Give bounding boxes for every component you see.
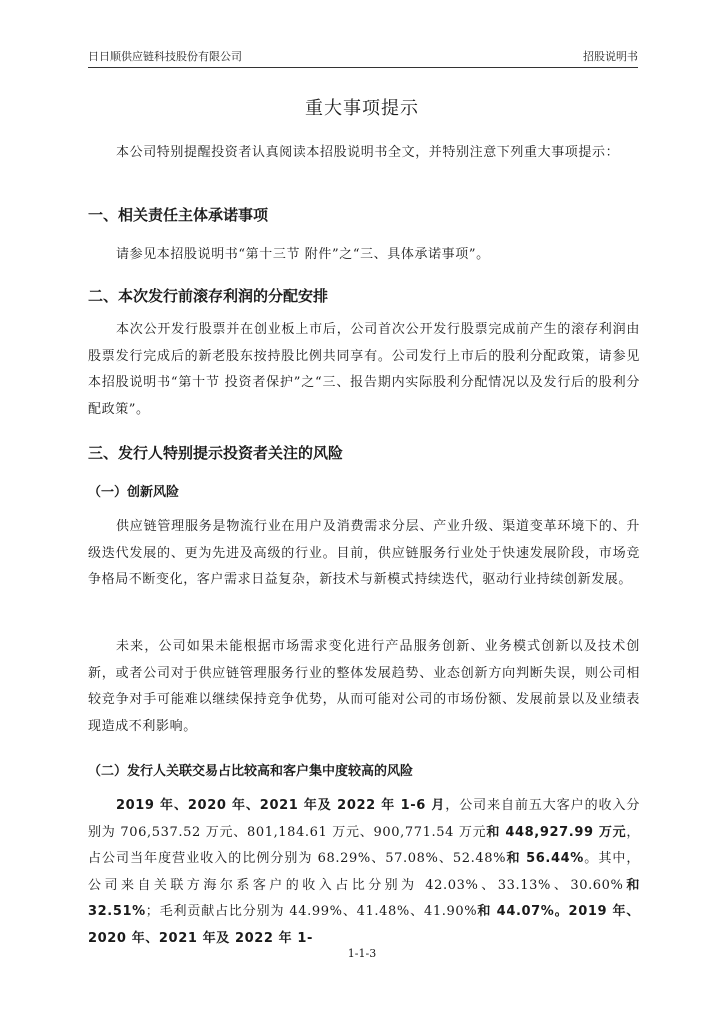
text-run-bold: 和 32.51% xyxy=(88,877,640,919)
section-2-text: 本次公开发行股票并在创业板上市后，公司首次公开发行股票完成前产生的滚存利润由股票发行完成后的新老股东按持股比例共同享有。公司发行上市后的股利分配政策，请参见本招股说明书“第十节 投资者保护”之“三、报告期内实际股利分配情况以及发行后的股利分配政策”。 xyxy=(88,322,640,417)
section-2-heading: 二、本次发行前滚存利润的分配安排 xyxy=(88,287,329,305)
header-company: 日日顺供应链科技股份有限公司 xyxy=(88,50,242,63)
section-1-heading: 一、相关责任主体承诺事项 xyxy=(88,206,269,224)
text-run: ，占公司当年度营业收入的比例分别为 68.29%、57.08%、52.48% xyxy=(88,824,640,866)
subsection-2-heading: （二）发行人关联交易占比较高和客户集中度较高的风险 xyxy=(88,764,414,779)
text-run-bold: 和 448,927.99 万元 xyxy=(486,824,627,840)
section-1-text: 请参见本招股说明书“第十三节 附件”之“三、具体承诺事项”。 xyxy=(116,247,490,262)
section-3-heading: 三、发行人特别提示投资者关注的风险 xyxy=(88,444,344,462)
page-header xyxy=(88,50,638,68)
text-run: ；毛利贡献占比分别为 44.99%、41.48%、41.90% xyxy=(145,904,478,919)
subsection-1-paragraph-1: 供应链管理服务是物流行业在用户及消费需求分层、产业升级、渠道变革环境下的、升级迭代发展的、更为先进及高级的行业。目前，供应链服务行业处于快速发展阶段，市场竞争格局不断变化，客户需求日益复杂，新技术与新模式持续迭代，驱动行业持续创新发展。 xyxy=(88,519,640,587)
text-run-bold: 。2019 年、2020 年、2021 年及 2022 年 1- xyxy=(88,904,640,946)
page-title: 重大事项提示 xyxy=(305,98,419,119)
subsection-1-paragraph-2: 未来，公司如果未能根据市场需求变化进行产品服务创新、业务模式创新以及技术创新，或者公司对于供应链管理服务行业的整体发展趋势、业态创新方向判断失误，则公司相较竞争对手可能难以继续保持竞争优势，从而可能对公司的市场份额、发展前景以及业绩表现造成不利影响。 xyxy=(88,639,640,734)
subsection-2-paragraph xyxy=(88,793,640,952)
text-run: 。其中，公司来自关联方海尔系客户的收入占比分别为 42.03%、33.13%、30.60% xyxy=(88,851,640,893)
intro-paragraph: 本公司特别提醒投资者认真阅读本招股说明书全文，并特别注意下列重大事项提示： xyxy=(116,145,620,160)
text-run-bold: 2019 年、2020 年、2021 年及 2022 年 1-6 月 xyxy=(116,798,446,813)
header-doc-type: 招股说明书 xyxy=(583,50,638,63)
text-run: ，公司来自前五大客户的收入分别为 706,537.52 万元、801,184.61 万元、900,771.54 万元 xyxy=(88,798,640,840)
text-run-bold: 和 56.44% xyxy=(506,851,584,866)
subsection-1-heading: （一）创新风险 xyxy=(88,485,180,500)
text-run-bold: 和 44.07% xyxy=(477,904,555,919)
page-number: 1-1-3 xyxy=(347,947,377,960)
